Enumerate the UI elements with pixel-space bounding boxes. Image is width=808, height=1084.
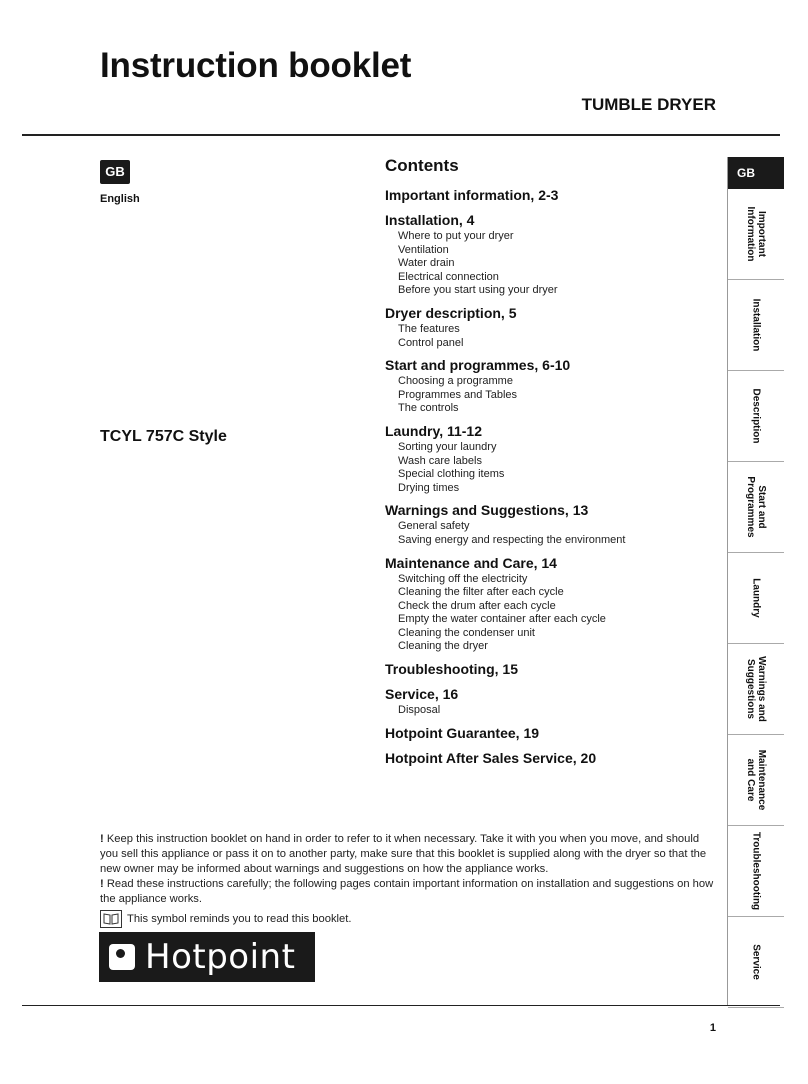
symbol-note <box>100 910 351 928</box>
model-name: TCYL 757C Style <box>100 428 227 445</box>
sidebar-tab <box>728 462 784 553</box>
contents-section-heading: Important information, 2-3 <box>385 187 559 203</box>
contents-section-heading: Troubleshooting, 15 <box>385 661 519 678</box>
warning-mark: ! <box>100 833 104 845</box>
notes <box>100 832 718 907</box>
contents-section <box>385 186 715 205</box>
language-label: English <box>100 193 140 205</box>
sidebar-tab-label: Important Information <box>745 206 767 262</box>
sidebar-tab-label: Service <box>750 944 762 980</box>
contents-subitem: Empty the water container after each cycle <box>398 613 606 626</box>
contents-list <box>385 156 715 774</box>
contents-section-heading: Hotpoint After Sales Service, 20 <box>385 749 597 766</box>
country-badge: GB <box>100 160 130 184</box>
contents-subitem: Water drain <box>398 257 455 270</box>
sidebar-tab <box>728 644 784 735</box>
contents-section-heading: Start and programmes, 6-10 <box>385 357 571 374</box>
sidebar-tab-label: Troubleshooting <box>750 831 762 911</box>
contents-section <box>385 685 715 718</box>
contents-subitem: Electrical connection <box>398 270 499 283</box>
contents-subitem: The controls <box>398 402 459 415</box>
contents-section <box>385 749 715 768</box>
book-icon <box>100 910 122 928</box>
sidebar-tab-label: Warnings and Suggestions <box>745 656 767 722</box>
contents-subitem: General safety <box>398 520 470 533</box>
contents-subitem: Cleaning the dryer <box>398 640 488 653</box>
sidebar-tab <box>728 189 784 280</box>
contents-section <box>385 304 715 350</box>
sidebar-tab-label: Installation <box>750 298 762 352</box>
logo-text: Hotpoint <box>145 937 296 977</box>
sidebar-country-badge: GB <box>728 157 784 189</box>
contents-section-heading: Service, 16 <box>385 686 459 703</box>
logo-mark-icon <box>109 944 135 970</box>
product-type: TUMBLE DRYER <box>581 95 716 114</box>
sidebar-tabs <box>728 189 784 1008</box>
sidebar-tab <box>728 553 784 644</box>
contents-title: Contents <box>385 156 459 175</box>
contents-section <box>385 724 715 743</box>
contents-section <box>385 356 715 416</box>
contents-section-heading: Maintenance and Care, 14 <box>385 554 557 571</box>
section-sidebar <box>727 157 784 1005</box>
warning-mark: ! <box>100 878 104 890</box>
contents-subitem: Programmes and Tables <box>398 388 518 401</box>
contents-subitem: Drying times <box>398 481 460 494</box>
contents-subitem: Control panel <box>398 336 464 349</box>
contents-subitem: Cleaning the condenser unit <box>398 626 535 639</box>
sidebar-tab-label: Laundry <box>750 578 762 618</box>
contents-section-heading: Hotpoint Guarantee, 19 <box>385 724 540 741</box>
page-title: Instruction booklet <box>100 46 412 85</box>
note-2-text: Read these instructions carefully; the following pages contain important information on installation and suggestions on how the appliance works. <box>100 878 714 905</box>
contents-subitem: Switching off the electricity <box>398 572 528 585</box>
hotpoint-logo <box>99 932 315 982</box>
sidebar-tab-label: Maintenance and Care <box>745 749 767 811</box>
top-divider <box>22 134 780 136</box>
contents-section-heading: Dryer description, 5 <box>385 304 517 321</box>
contents-subitem: The features <box>398 322 460 335</box>
note-2 <box>100 877 718 907</box>
contents-subitem: Choosing a programme <box>398 375 513 388</box>
sidebar-tab <box>728 826 784 917</box>
contents-subitem: Check the drum after each cycle <box>398 599 556 612</box>
sidebar-tab <box>728 371 784 462</box>
sidebar-tab <box>728 917 784 1008</box>
note-1-text: Keep this instruction booklet on hand in order to refer to it when necessary. Take it with you when you move, and should you sell this appliance or pass it on to another party, make sure that this booklet is supplied along with the dryer so that the new owner may be informed about warnings and suggestions on how the appliance works. <box>100 833 707 875</box>
contents-subitem: Wash care labels <box>398 454 482 467</box>
sidebar-tab <box>728 280 784 371</box>
symbol-note-text: This symbol reminds you to read this booklet. <box>127 913 352 925</box>
contents-section-heading: Warnings and Suggestions, 13 <box>385 502 589 519</box>
contents-section <box>385 554 715 655</box>
contents-section <box>385 660 715 679</box>
sidebar-tab <box>728 735 784 826</box>
page-number: 1 <box>709 1022 716 1034</box>
contents-subitem: Sorting your laundry <box>398 440 497 453</box>
contents-section <box>385 422 715 495</box>
sidebar-tab-label: Start and Programmes <box>745 476 767 538</box>
contents-subitem: Where to put your dryer <box>398 230 514 242</box>
contents-subitem: Ventilation <box>398 243 449 256</box>
contents-subitem: Cleaning the filter after each cycle <box>398 586 564 599</box>
contents-subitem: Saving energy and respecting the environment <box>398 533 626 546</box>
contents-section <box>385 501 715 547</box>
contents-subitem: Before you start using your dryer <box>398 284 558 297</box>
contents-section-heading: Laundry, 11-12 <box>385 422 483 439</box>
contents-subitem: Special clothing items <box>398 468 505 481</box>
contents-sections <box>385 186 715 768</box>
note-1 <box>100 832 718 877</box>
sidebar-tab-label: Description <box>750 388 762 444</box>
contents-section-heading: Installation, 4 <box>385 212 475 228</box>
bottom-divider <box>22 1005 780 1006</box>
contents-subitem: Disposal <box>398 704 441 717</box>
contents-section <box>385 211 715 298</box>
